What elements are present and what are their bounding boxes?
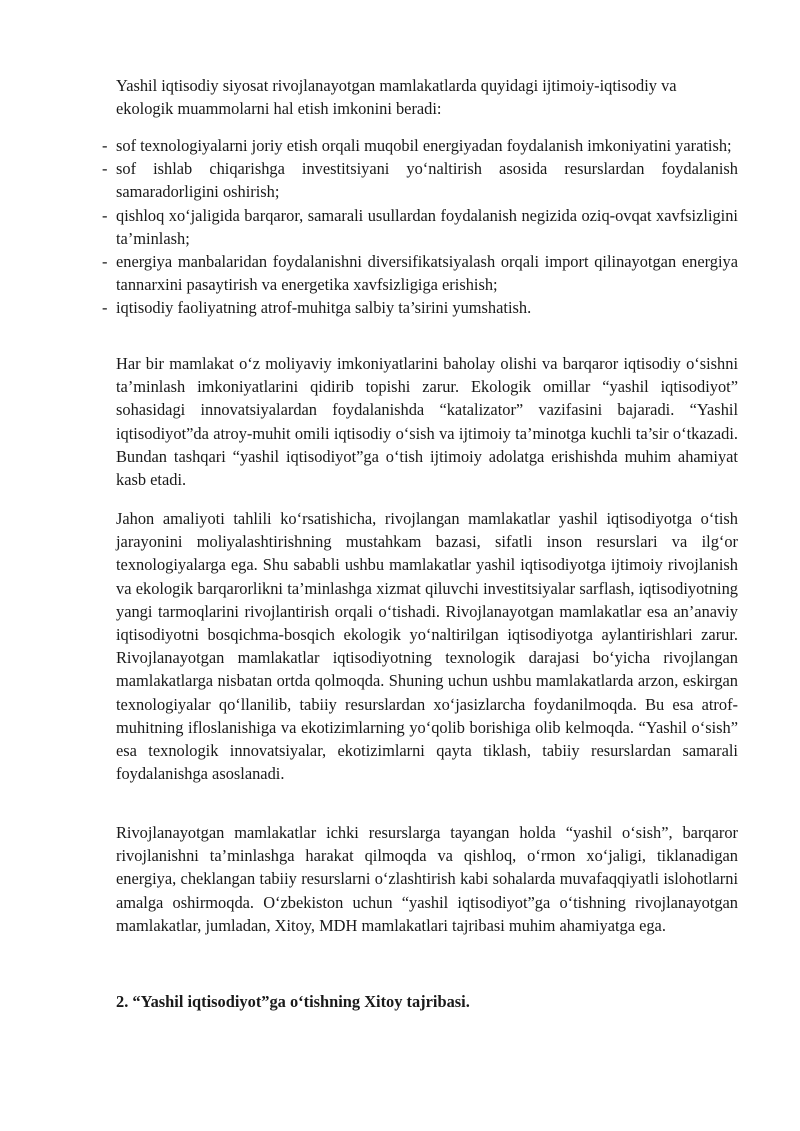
- list-marker: -: [102, 159, 108, 179]
- list-item-text: energiya manbalaridan foydalanishni diversifikatsiyalash orqali import qilinayotgan energiya tannarxini pasaytirish va energetika xavfsizligiga erishish;: [116, 252, 738, 295]
- body-paragraph: Rivojlanayotgan mamlakatlar ichki resurslarga tayangan holda “yashil o‘sish”, barqaror rivojlanishni ta’minlashga harakat qilmoqda va qishloq, o‘rmon xo‘jaligi, tiklanadigan energiya, cheklangan tabiiy resurslarni o‘zlashtirish kabi sohalarda muvafaqqiyatli islohotlarni amalga oshirmoqda. O‘zbekiston uchun “yashil iqtisodiyot”ga o‘tishning rivojlanayotgan mamlakatlar, jumladan, Xitoy, MDH mamlakatlari tajribasi muhim ahamiyatga ega.: [116, 823, 738, 935]
- list-item: [102, 296, 738, 319]
- list-item: [102, 134, 738, 157]
- list-item: [102, 157, 738, 203]
- list-marker: -: [102, 252, 108, 272]
- intro-paragraph: Yashil iqtisodiy siyosat rivojlanayotgan mamlakatlarda quyidagi ijtimoiy-iqtisodiy va ekologik muammolarni hal etish imkonini beradi:: [116, 76, 677, 119]
- list-marker: -: [102, 136, 108, 155]
- section-heading: 2. “Yashil iqtisodiyot”ga o‘tishning Xitoy tajribasi.: [116, 992, 470, 1011]
- list-marker: -: [102, 205, 108, 225]
- goals-list: [102, 134, 738, 320]
- list-item-text: sof texnologiyalarni joriy etish orqali muqobil energiyadan foydalanish imkoniyatini yaratish;: [116, 136, 732, 155]
- body-paragraph: Har bir mamlakat o‘z moliyaviy imkoniyatlarini baholay olishi va barqaror iqtisodiy o‘sishni ta’minlash imkoniyatlarini qidirib topishi zarur. Ekologik omillar “yashil iqtisodiyot” sohasidagi innovatsiyalardan foydalanishda “katalizator” vazifasini bajaradi. “Yashil iqtisodiyot”da atroy-muhit omili iqtisodiy o‘sish va ijtimoiy ta’minotga kuchli ta’sir o‘tkazadi. Bundan tashqari “yashil iqtisodiyot”ga o‘tish ijtimoiy adolatga erishishda muhim ahamiyat kasb etadi.: [116, 354, 738, 490]
- body-paragraph: Jahon amaliyoti tahlili ko‘rsatishicha, rivojlangan mamlakatlar yashil iqtisodiyotga o‘tish jarayonini moliyalashtirishning mustahkam bazasi, sifatli inson resurslari va ilg‘or texnologiyalarga ega. Shu sababli ushbu mamlakatlar yashil iqtisodiyotga ijtimoiy rivojlanish va ekologik barqarorlikni ta’minlashga xizmat qiluvchi investitsiyalar sarflash, iqtisodiyotning yangi tarmoqlarini rivojlantirish orqali o‘tishadi. Rivojlanayotgan mamlakatlar esa an’anaviy iqtisodiyotni bosqichma-bosqich ekologik yo‘naltirilgan iqtisodiyotga aylantirishlari zarur. Rivojlanayotgan mamlakatlar iqtisodiyotning texnologik darajasi bo‘yicha rivojlangan mamlakatlarga nisbatan ortda qolmoqda. Shuning uchun ushbu mamlakatlarda arzon, eskirgan texnologiyalar qo‘llanilib, tabiiy resurslardan xo‘jasizlarcha foydanilmoqda. Bu esa atrof-muhitning ifloslanishiga va ekotizimlarning yo‘qolib borishiga olib kelmoqda. “Yashil o‘sish” esa texnologik innovatsiyalar, ekotizimlarni qayta tiklash, tabiiy resurslardan samarali foydalanishga asoslanadi.: [116, 509, 738, 784]
- list-marker: -: [102, 298, 108, 318]
- list-item: [102, 250, 738, 296]
- list-item: [102, 204, 738, 250]
- list-item-text: qishloq xo‘jaligida barqaror, samarali usullardan foydalanish negizida oziq-ovqat xavfsizligini ta’minlash;: [116, 205, 738, 248]
- list-item-text: sof ishlab chiqarishga investitsiyani yo‘naltirish asosida resurslardan foydalanish samaradorligini oshirish;: [116, 159, 738, 202]
- list-item-text: iqtisodiy faoliyatning atrof-muhitga salbiy ta’sirini yumshatish.: [116, 298, 532, 318]
